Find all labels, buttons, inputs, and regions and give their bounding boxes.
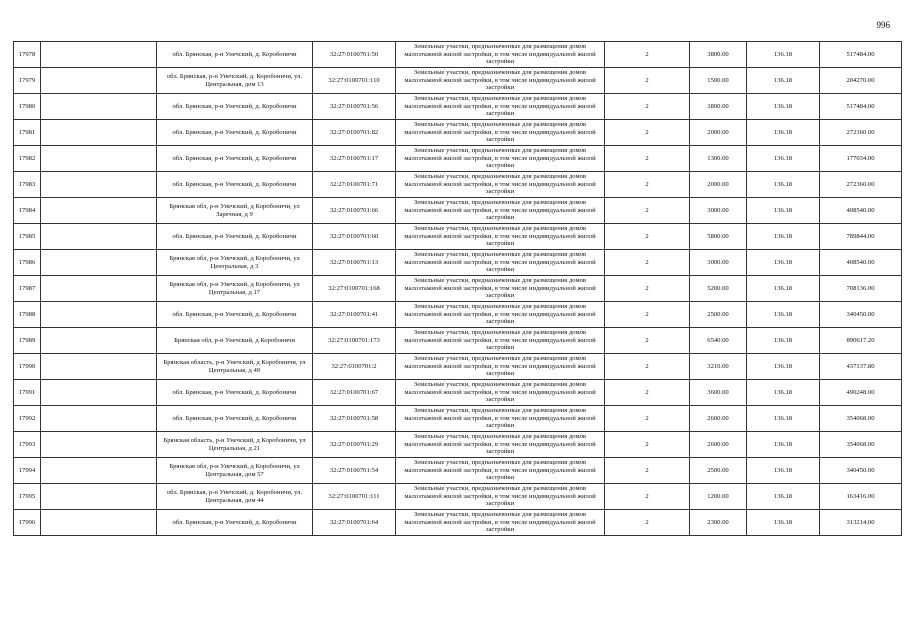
specific-value-cell: 136.18 [747,250,820,276]
cadastral-number-cell: 32:27:0100701:173 [313,328,396,354]
row-number-cell: 17986 [14,250,41,276]
cadastral-number-cell: 32:27:0100701:60 [313,224,396,250]
row-number-cell: 17980 [14,94,41,120]
category-cell: 2 [605,94,690,120]
row-number-cell: 17979 [14,68,41,94]
address-cell: обл. Брянская, р-н Унечский, д. Коробоничи [157,94,313,120]
category-cell: 2 [605,328,690,354]
area-cell: 1300.00 [690,146,747,172]
cadastral-value-cell: 437137.80 [820,354,902,380]
land-use-description-cell: Земельные участки, предназначенные для размещения домов малоэтажной жилой застройки, в том числе индивидуальной жилой застройки [396,198,605,224]
blank-cell [41,380,157,406]
category-cell: 2 [605,172,690,198]
cadastral-value-cell: 517484.00 [820,94,902,120]
land-use-description-cell: Земельные участки, предназначенные для размещения домов малоэтажной жилой застройки, в том числе индивидуальной жилой застройки [396,302,605,328]
category-cell: 2 [605,354,690,380]
land-use-description-cell: Земельные участки, предназначенные для размещения домов малоэтажной жилой застройки, в том числе индивидуальной жилой застройки [396,146,605,172]
land-use-description-cell: Земельные участки, предназначенные для размещения домов малоэтажной жилой застройки, в том числе индивидуальной жилой застройки [396,458,605,484]
blank-cell [41,432,157,458]
area-cell: 1500.00 [690,68,747,94]
table-row [14,198,902,224]
cadastral-value-cell: 313214.00 [820,510,902,536]
specific-value-cell: 136.18 [747,146,820,172]
table-row [14,406,902,432]
land-use-description-cell: Земельные участки, предназначенные для размещения домов малоэтажной жилой застройки, в том числе индивидуальной жилой застройки [396,94,605,120]
category-cell: 2 [605,250,690,276]
cadastral-value-cell: 163416.00 [820,484,902,510]
cadastral-number-cell: 32:27:0100701:29 [313,432,396,458]
category-cell: 2 [605,432,690,458]
address-cell: Брянская область, р-н Унечский, д Коробоничи, ул Центральная, д 21 [157,432,313,458]
area-cell: 3000.00 [690,250,747,276]
blank-cell [41,328,157,354]
land-use-description-cell: Земельные участки, предназначенные для размещения домов малоэтажной жилой застройки, в том числе индивидуальной жилой застройки [396,328,605,354]
area-cell: 2500.00 [690,302,747,328]
area-cell: 2000.00 [690,120,747,146]
blank-cell [41,458,157,484]
table-row [14,302,902,328]
row-number-cell: 17984 [14,198,41,224]
cadastral-number-cell: 32:27:0100701:50 [313,42,396,68]
blank-cell [41,276,157,302]
cadastral-value-cell: 177034.00 [820,146,902,172]
category-cell: 2 [605,42,690,68]
table-row [14,224,902,250]
blank-cell [41,42,157,68]
cadastral-number-cell: 32:27:0100701:56 [313,94,396,120]
specific-value-cell: 136.18 [747,432,820,458]
category-cell: 2 [605,146,690,172]
blank-cell [41,302,157,328]
area-cell: 2500.00 [690,458,747,484]
table-row [14,146,902,172]
table-row [14,354,902,380]
row-number-cell: 17990 [14,354,41,380]
specific-value-cell: 136.18 [747,484,820,510]
cadastral-value-cell: 890617.20 [820,328,902,354]
land-use-description-cell: Земельные участки, предназначенные для размещения домов малоэтажной жилой застройки, в том числе индивидуальной жилой застройки [396,250,605,276]
cadastral-value-cell: 272360.00 [820,172,902,198]
land-use-description-cell: Земельные участки, предназначенные для размещения домов малоэтажной жилой застройки, в том числе индивидуальной жилой застройки [396,484,605,510]
address-cell: Брянская обл, р-н Унечский, д Коробоничи, ул Центральная, дом 57 [157,458,313,484]
area-cell: 5200.00 [690,276,747,302]
land-use-description-cell: Земельные участки, предназначенные для размещения домов малоэтажной жилой застройки, в том числе индивидуальной жилой застройки [396,510,605,536]
land-plot-table [13,41,902,536]
address-cell: обл. Брянская, р-н Унечский, д. Коробоничи [157,302,313,328]
cadastral-number-cell: 32:27:0100701:41 [313,302,396,328]
cadastral-value-cell: 204270.00 [820,68,902,94]
page-number: 996 [876,20,890,30]
blank-cell [41,198,157,224]
area-cell: 3600.00 [690,380,747,406]
row-number-cell: 17992 [14,406,41,432]
row-number-cell: 17983 [14,172,41,198]
category-cell: 2 [605,276,690,302]
table-row [14,484,902,510]
address-cell: обл. Брянская, р-н Унечский, д. Коробоничи [157,120,313,146]
table-row [14,68,902,94]
blank-cell [41,68,157,94]
specific-value-cell: 136.18 [747,302,820,328]
area-cell: 3000.00 [690,198,747,224]
cadastral-value-cell: 789844.00 [820,224,902,250]
cadastral-value-cell: 272360.00 [820,120,902,146]
specific-value-cell: 136.18 [747,68,820,94]
area-cell: 3800.00 [690,94,747,120]
land-use-description-cell: Земельные участки, предназначенные для размещения домов малоэтажной жилой застройки, в том числе индивидуальной жилой застройки [396,380,605,406]
area-cell: 2300.00 [690,510,747,536]
blank-cell [41,354,157,380]
blank-cell [41,172,157,198]
area-cell: 6540.00 [690,328,747,354]
cadastral-value-cell: 408540.00 [820,198,902,224]
area-cell: 2600.00 [690,406,747,432]
blank-cell [41,224,157,250]
specific-value-cell: 136.18 [747,406,820,432]
blank-cell [41,146,157,172]
land-use-description-cell: Земельные участки, предназначенные для размещения домов малоэтажной жилой застройки, в том числе индивидуальной жилой застройки [396,42,605,68]
cadastral-value-cell: 490248.00 [820,380,902,406]
category-cell: 2 [605,510,690,536]
land-use-description-cell: Земельные участки, предназначенные для размещения домов малоэтажной жилой застройки, в том числе индивидуальной жилой застройки [396,224,605,250]
cadastral-number-cell: 32:27:0100701:111 [313,484,396,510]
area-cell: 2600.00 [690,432,747,458]
cadastral-value-cell: 340450.00 [820,458,902,484]
table-row [14,250,902,276]
specific-value-cell: 136.18 [747,42,820,68]
land-use-description-cell: Земельные участки, предназначенные для размещения домов малоэтажной жилой застройки, в том числе индивидуальной жилой застройки [396,354,605,380]
land-use-description-cell: Земельные участки, предназначенные для размещения домов малоэтажной жилой застройки, в том числе индивидуальной жилой застройки [396,120,605,146]
category-cell: 2 [605,198,690,224]
cadastral-number-cell: 32:27:0100701:82 [313,120,396,146]
address-cell: Брянская область, р-н Унечский, д Коробоничи, ул Центральная, д 49 [157,354,313,380]
address-cell: обл. Брянская, р-н Унечский, д. Коробоничи [157,380,313,406]
specific-value-cell: 136.18 [747,224,820,250]
address-cell: Брянская обл, р-н Унечский, д Коробоничи, ул Центральная, д 17 [157,276,313,302]
table-row [14,432,902,458]
blank-cell [41,94,157,120]
specific-value-cell: 136.18 [747,172,820,198]
row-number-cell: 17996 [14,510,41,536]
cadastral-value-cell: 708136.00 [820,276,902,302]
category-cell: 2 [605,380,690,406]
address-cell: обл. Брянская, р-н Унечский, д. Коробоничи, ул. Центральная, дом 44 [157,484,313,510]
address-cell: обл. Брянская, р-н Унечский, д. Коробоничи [157,172,313,198]
specific-value-cell: 136.18 [747,198,820,224]
blank-cell [41,406,157,432]
specific-value-cell: 136.18 [747,354,820,380]
specific-value-cell: 136.18 [747,380,820,406]
specific-value-cell: 136.18 [747,328,820,354]
category-cell: 2 [605,458,690,484]
cadastral-number-cell: 32:27:0100701:13 [313,250,396,276]
table-row [14,380,902,406]
table-row [14,328,902,354]
row-number-cell: 17995 [14,484,41,510]
area-cell: 2000.00 [690,172,747,198]
row-number-cell: 17978 [14,42,41,68]
specific-value-cell: 136.18 [747,120,820,146]
area-cell: 3800.00 [690,42,747,68]
cadastral-value-cell: 340450.00 [820,302,902,328]
land-use-description-cell: Земельные участки, предназначенные для размещения домов малоэтажной жилой застройки, в том числе индивидуальной жилой застройки [396,172,605,198]
cadastral-number-cell: 32:27:0100701:17 [313,146,396,172]
row-number-cell: 17988 [14,302,41,328]
row-number-cell: 17982 [14,146,41,172]
area-cell: 5800.00 [690,224,747,250]
cadastral-value-cell: 517484.00 [820,42,902,68]
specific-value-cell: 136.18 [747,94,820,120]
cadastral-number-cell: 32:27:0100701:64 [313,510,396,536]
cadastral-value-cell: 408540.00 [820,250,902,276]
table-row [14,120,902,146]
table-body [14,42,902,536]
address-cell: обл. Брянская, р-н Унечский, д. Коробоничи, ул. Центральная, дом 13 [157,68,313,94]
cadastral-number-cell: 32:27:0100701:54 [313,458,396,484]
cadastral-number-cell: 32:27:0100701:66 [313,198,396,224]
address-cell: обл. Брянская, р-н Унечский, д. Коробоничи [157,406,313,432]
blank-cell [41,250,157,276]
address-cell: Брянская обл, р-н Унечский, д Коробоничи [157,328,313,354]
land-use-description-cell: Земельные участки, предназначенные для размещения домов малоэтажной жилой застройки, в том числе индивидуальной жилой застройки [396,276,605,302]
area-cell: 3210.00 [690,354,747,380]
table-row [14,276,902,302]
area-cell: 1200.00 [690,484,747,510]
specific-value-cell: 136.18 [747,458,820,484]
cadastral-number-cell: 32:27:0100701:2 [313,354,396,380]
blank-cell [41,120,157,146]
cadastral-number-cell: 32:27:0100701:67 [313,380,396,406]
address-cell: Брянская обл, р-н Унечский, д Коробоничи, ул Центральная, д 3 [157,250,313,276]
row-number-cell: 17981 [14,120,41,146]
row-number-cell: 17985 [14,224,41,250]
row-number-cell: 17987 [14,276,41,302]
row-number-cell: 17994 [14,458,41,484]
category-cell: 2 [605,68,690,94]
row-number-cell: 17993 [14,432,41,458]
cadastral-number-cell: 32:27:0100701:110 [313,68,396,94]
table-row [14,510,902,536]
cadastral-value-cell: 354068.00 [820,406,902,432]
category-cell: 2 [605,406,690,432]
table-row [14,458,902,484]
address-cell: обл. Брянская, р-н Унечский, д. Коробоничи [157,510,313,536]
land-use-description-cell: Земельные участки, предназначенные для размещения домов малоэтажной жилой застройки, в том числе индивидуальной жилой застройки [396,432,605,458]
land-use-description-cell: Земельные участки, предназначенные для размещения домов малоэтажной жилой застройки, в том числе индивидуальной жилой застройки [396,406,605,432]
blank-cell [41,484,157,510]
table-row [14,42,902,68]
cadastral-number-cell: 32:27:0100701:71 [313,172,396,198]
address-cell: обл. Брянская, р-н Унечский, д. Коробоничи [157,224,313,250]
specific-value-cell: 136.18 [747,276,820,302]
land-use-description-cell: Земельные участки, предназначенные для размещения домов малоэтажной жилой застройки, в том числе индивидуальной жилой застройки [396,68,605,94]
category-cell: 2 [605,120,690,146]
cadastral-number-cell: 32:27:0100701:168 [313,276,396,302]
blank-cell [41,510,157,536]
category-cell: 2 [605,302,690,328]
category-cell: 2 [605,484,690,510]
specific-value-cell: 136.18 [747,510,820,536]
table-row [14,94,902,120]
address-cell: Брянская обл, р-н Унечский, д Коробоничи, ул Заречная, д 9 [157,198,313,224]
category-cell: 2 [605,224,690,250]
row-number-cell: 17989 [14,328,41,354]
cadastral-value-cell: 354068.00 [820,432,902,458]
cadastral-number-cell: 32:27:0100701:58 [313,406,396,432]
row-number-cell: 17991 [14,380,41,406]
address-cell: обл. Брянская, р-н Унечский, д. Коробоничи [157,42,313,68]
table-row [14,172,902,198]
address-cell: обл. Брянская, р-н Унечский, д. Коробоничи [157,146,313,172]
